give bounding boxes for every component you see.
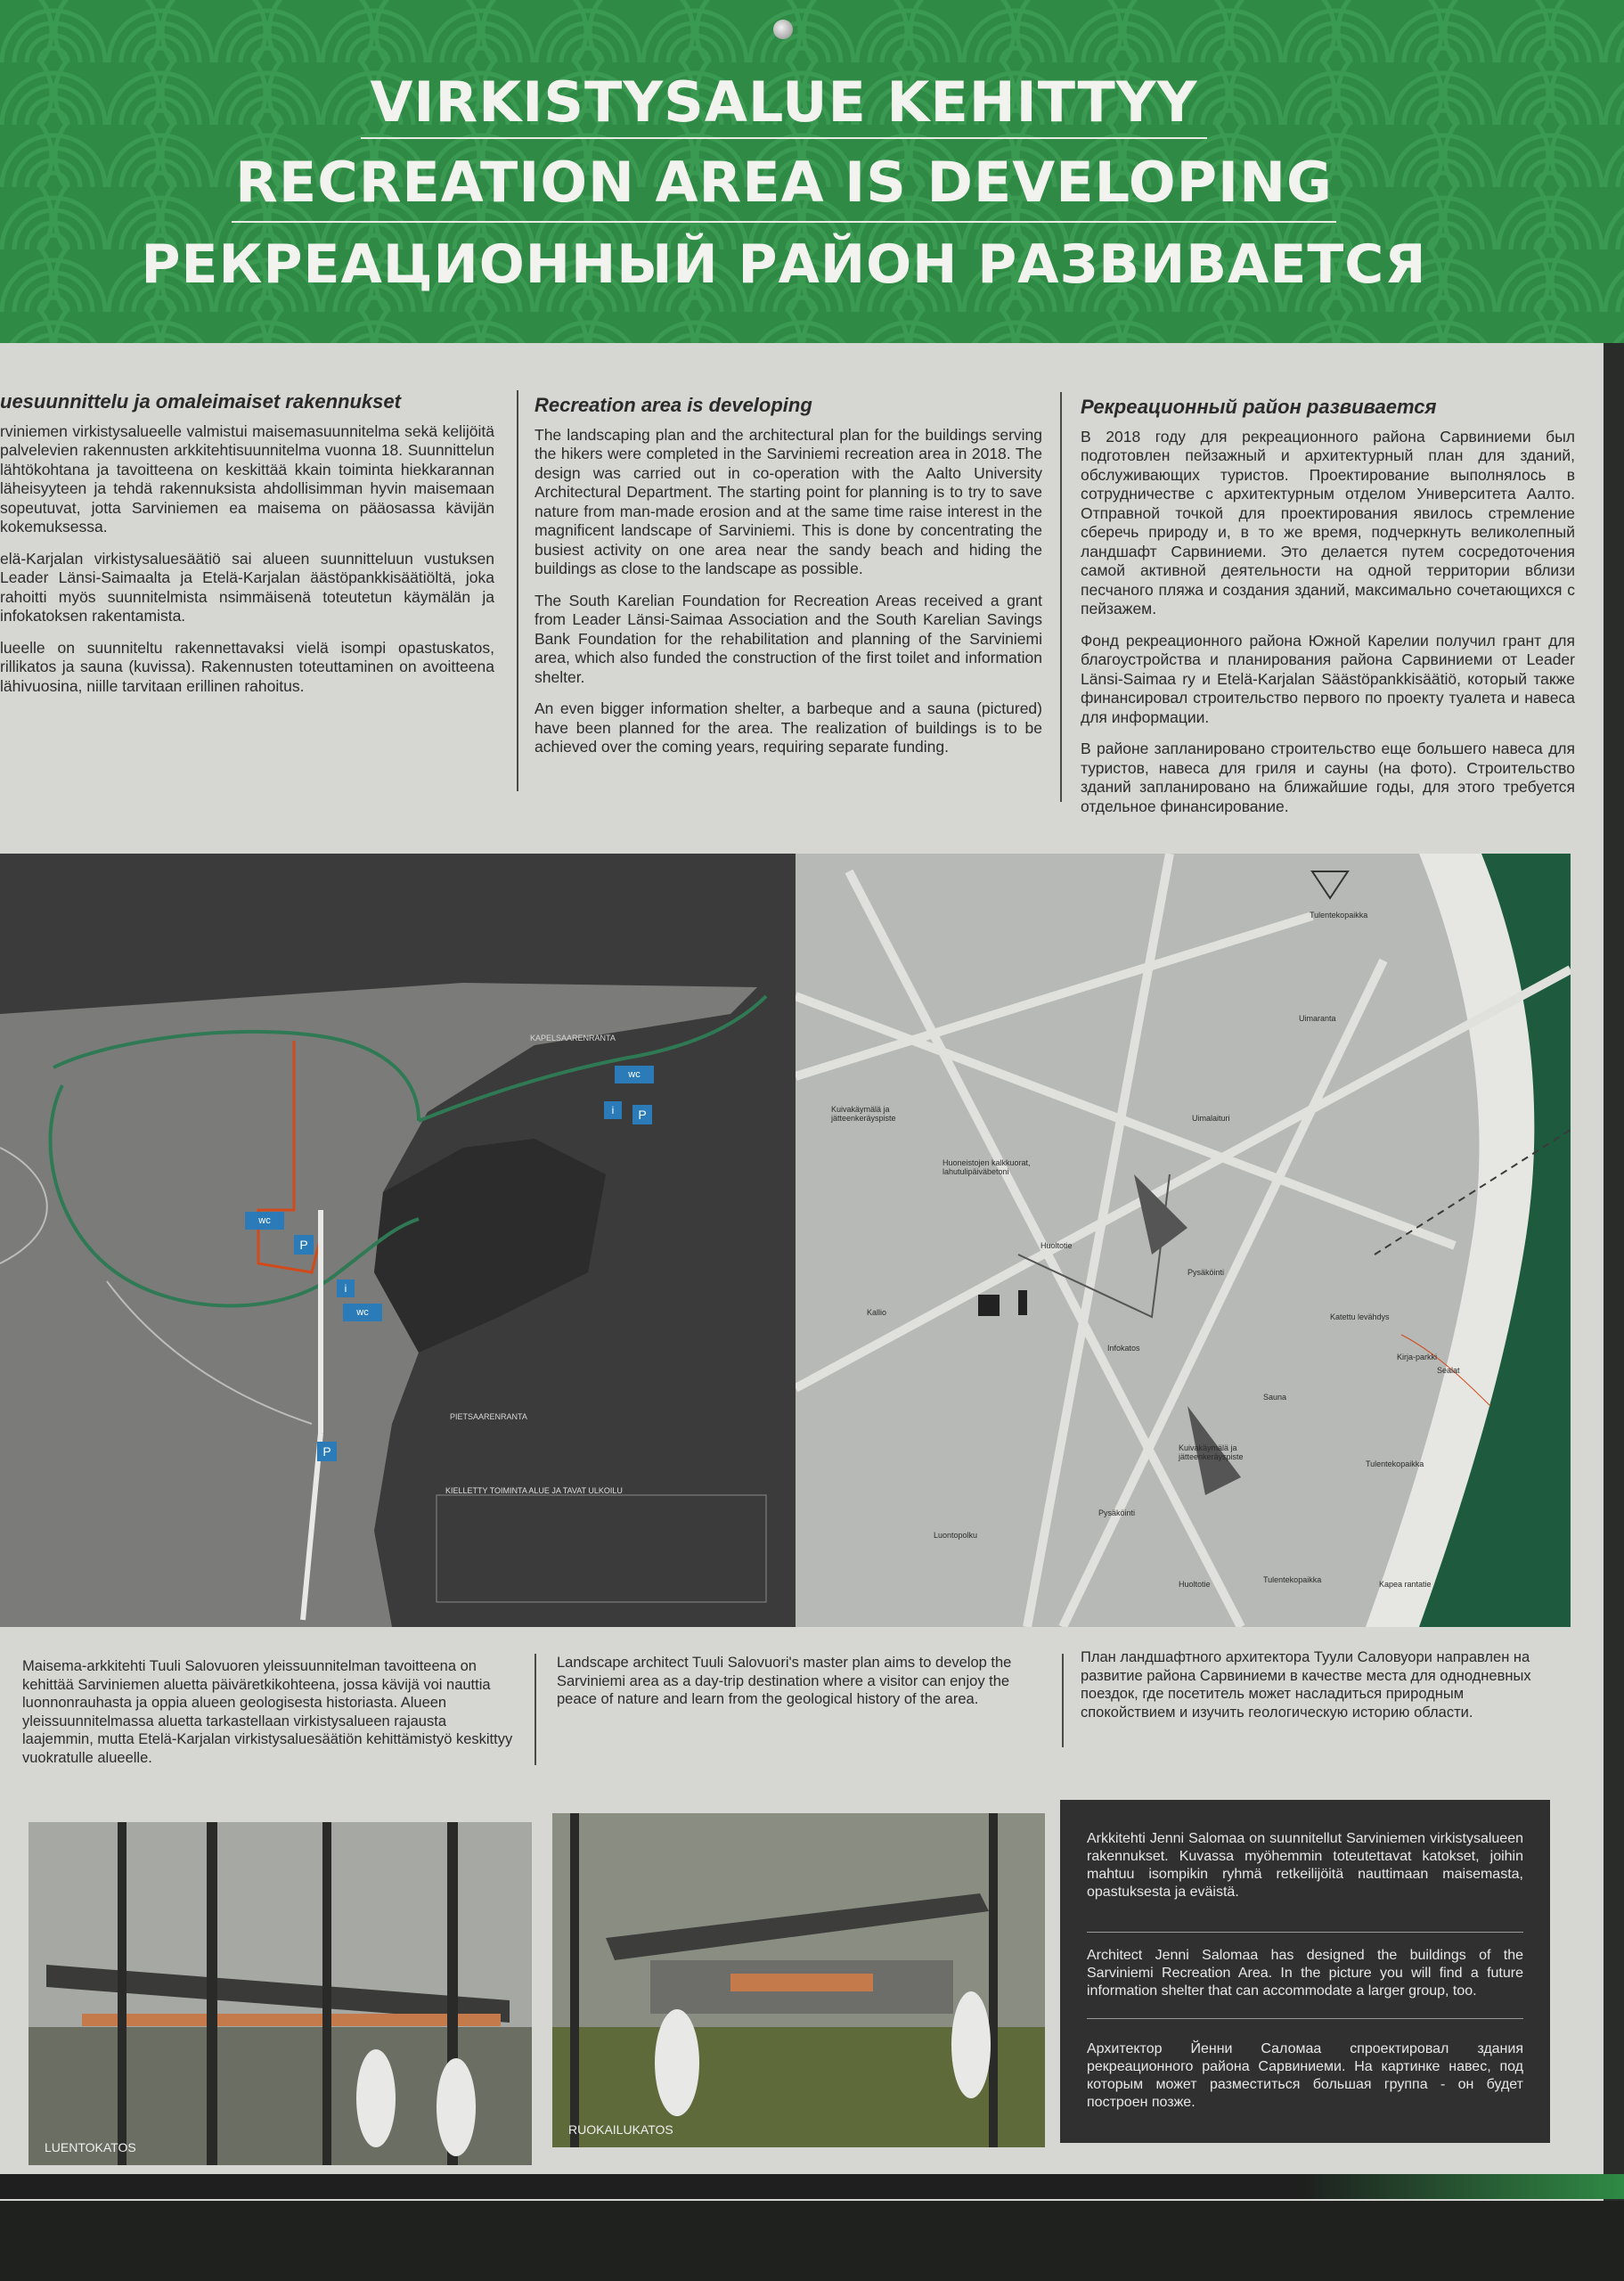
detail-map-label: Kapea rantatie: [1379, 1580, 1432, 1589]
column-finnish-heading: uesuunnittelu ja omaleimaiset rakennukset: [0, 390, 401, 413]
parking-icon: P: [317, 1442, 337, 1461]
detail-map-label: Tulentekopaikka: [1366, 1459, 1424, 1468]
column-english-p1: The landscaping plan and the architectural plan for the buildings serving the hikers were completed in the Sarviniemi recreation area in 2018. The design was carried out in co-operation with the Aalto University Architectural Department. The starting point for planning is to try to save nature from man-made erosion and at the same time raise interest in the magnificent landscape of Sarviniemi. This is done by concentrating the busiest activity on one area near the sandy beach and hiding the buildings as close to the landscape as possible.: [535, 425, 1042, 577]
info-box-russian: Архитектор Йенни Саломаа спроектировал здания рекреационного района Сарвиниеми. На картинке навес, под которым может разместиться большая группа - он будет построен позже.: [1087, 2041, 1523, 2110]
detail-map-label: Uimaranta: [1299, 1014, 1336, 1023]
column-divider-2: [1060, 392, 1062, 802]
detail-map-label: Uimalaituri: [1192, 1114, 1230, 1123]
parking-icon: P: [294, 1235, 314, 1255]
dining-shelter-rendering: [552, 1813, 1045, 2147]
map-label-bottom-shore: PIETSAARENRANTA: [450, 1412, 527, 1421]
detail-map-label: Infokatos: [1107, 1344, 1140, 1353]
detail-map-label: Huoneistojen kalkkuorat, lahutulipäiväbetoni: [943, 1158, 1031, 1176]
parking-icon: P: [632, 1105, 652, 1124]
caption-russian: План ландшафтного архитектора Туули Саловуори направлен на развитие района Сарвиниеми в качестве места для однодневных поездок, где посетитель может насладиться природным спокойствием и изучить геологическую историю области.: [1081, 1649, 1531, 1721]
detail-map-drawing: [796, 854, 1571, 1627]
detail-map-label: Huoltotie: [1179, 1580, 1211, 1589]
lecture-shelter-rendering: [29, 1822, 532, 2165]
detail-map: [796, 854, 1571, 1627]
caption-divider-2: [1062, 1654, 1064, 1747]
title-banner: [0, 0, 1624, 343]
column-english: [535, 396, 1042, 770]
dining-shelter-label: RUOKAILUKATOS: [568, 2122, 673, 2137]
wc-icon: wc: [343, 1304, 382, 1321]
title-russian: РЕКРЕАЦИОННЫЙ РАЙОН РАЗВИВАЕТСЯ: [141, 233, 1427, 296]
detail-map-label: Pysäköinti: [1098, 1508, 1136, 1517]
title-rule-1: [361, 137, 1207, 139]
screw-top: [773, 20, 793, 39]
detail-map-label: Katettu levähdys: [1330, 1312, 1390, 1321]
overview-map-drawing: [0, 854, 796, 1627]
detail-map-label: Kuivakäymälä ja jätteenkeräyspiste: [831, 1105, 896, 1123]
detail-map-label: Pysäköinti: [1187, 1268, 1225, 1277]
lecture-shelter-label: LUENTOKATOS: [45, 2140, 136, 2154]
info-icon: i: [604, 1101, 622, 1119]
column-english-p2: The South Karelian Foundation for Recreation Areas received a grant from Leader Länsi-Saimaa Association and the South Karelian Savings Bank Foundation for the rehabilitation and planning of the Sarviniemi area, which also funded the construction of the first toilet and information shelter.: [535, 591, 1042, 686]
architect-info-box: [1060, 1800, 1550, 2143]
dining-shelter-drawing: [552, 1813, 1045, 2147]
caption-finnish: Maisema-arkkitehti Tuuli Salovuoren yleissuunnitelman tavoitteena on kehittää Sarviniemen aluetta päiväretkikohteena, jossa kävijä voi nauttia luonnonrauhasta ja oppia alueen geologisesta historiasta. Alueen yleissuunnitelmassa aluetta tarkastellaan virkistysalueen rajausta laajemmin, mutta Etelä-Karjalan virkistysaluesäätiön kehittämistyö keskittyy vuokratulle alueelle.: [22, 1658, 513, 1766]
detail-map-label: Luontopolku: [934, 1531, 978, 1540]
wc-icon: wc: [615, 1066, 654, 1083]
detail-map-label: Kuivakäymälä ja jätteenkeräyspiste: [1179, 1443, 1244, 1461]
detail-map-label: Kirja-parkki: [1397, 1353, 1438, 1361]
detail-map-label: Tulentekopaikka: [1263, 1575, 1322, 1584]
column-finnish-p3: lueelle on suunniteltu rakennettavaksi vielä isompi opastuskatos, rillikatos ja sauna (kuvissa). Rakennusten toteuttaminen on avoitteena lähivuosina, niille tarvitaan erillinen rahoitus.: [0, 638, 494, 695]
overview-map: [0, 854, 796, 1627]
detail-map-label: Sealat: [1437, 1366, 1460, 1375]
caption-english: Landscape architect Tuuli Salovuori's master plan aims to develop the Sarviniemi area as a day-trip destination where a visitor can enjoy the peace of nature and learn from the geological history of the area.: [557, 1655, 1012, 1707]
info-box-english: Architect Jenni Salomaa has designed the buildings of the Sarviniemi Recreation Area. In the picture you will find a future information shelter that can accommodate a larger group, too.: [1087, 1948, 1523, 1999]
detail-map-label: Tulentekopaikka: [1310, 911, 1368, 920]
column-russian-p2: Фонд рекреационного района Южной Карелии получил грант для благоустройства и планирования района Сарвиниеми от Leader Länsi-Saimaa ry и Etelä-Karjalan Säästöpankkisäätiö, который также финансировал строительство первого по проекту туалета и навеса для информации.: [1081, 631, 1575, 726]
detail-map-label: Kallio: [867, 1308, 887, 1317]
column-finnish-p1: rviniemen virkistysalueelle valmistui maisemasuunnitelma sekä kelijöitä palvelevien rakennusten arkkitehtisuunnitelma vuonna 18. Suunnittelun lähtökohtana ja tavoitteena on keskittää kkain toiminta hiekkarannan läheisyyteen ja tehdä rakennuksista ahdollisimman hyvin maisemaan sopeutuvat, jotta Sarviniemen ea maisema on pääosassa kävijän kokemuksessa.: [0, 421, 494, 536]
column-russian-p3: В районе запланировано строительство еще большего навеса для туристов, навеса для гриля и сауны (на фото). Строительство зданий запланировано на ближайшие годы, для этого требуется отдельное финансирование.: [1081, 740, 1575, 815]
bottom-stripe: [0, 2174, 1624, 2199]
info-box-finnish: Arkkitehti Jenni Salomaa on suunnitellut Sarviniemen virkistysalueen rakennukset. Kuvassa myöhemmin toteutettavat katokset, joihin mahtuu isompikin ryhmä retkeilijöitä nauttimaan maisemasta, opastuksesta ja eväistä.: [1087, 1831, 1523, 1900]
title-finnish: VIRKISTYSALUE KEHITTYY: [370, 69, 1198, 135]
column-russian-heading: Рекреационный район развивается: [1081, 396, 1437, 418]
column-finnish: [0, 392, 494, 708]
map-label-top-shore: KAPELSAARENRANTA: [530, 1034, 616, 1042]
column-english-p3: An even bigger information shelter, a barbeque and a sauna (pictured) have been planned for the area. The realization of buildings is to be achieved over the coming years, requiring separate funding.: [535, 699, 1042, 756]
column-english-heading: Recreation area is developing: [535, 394, 812, 416]
info-box-separator-1: [1087, 1932, 1523, 1933]
info-icon: i: [337, 1279, 355, 1297]
map-legend-title: KIELLETTY TOIMINTA ALUE JA TAVAT ULKOILU: [445, 1486, 623, 1495]
title-rule-2: [232, 221, 1336, 223]
column-russian-p1: В 2018 году для рекреационного района Сарвиниеми был подготовлен пейзажный и архитектурный план для зданий, обслуживающих туристов. Проектирование выполнялось в сотрудничестве с архитектурным отделом Университета Аалто. Отправной точкой для проектирования явилось стремление сберечь природу и, в то же время, подчеркнуть великолепный ландшафт Сарвиниеми. Это делается путем сосредоточения самой активной деятельности на одной территории вблизи песчаного пляжа и создания зданий, максимально сочетающихся с пейзажем.: [1081, 427, 1575, 617]
wc-icon: wc: [245, 1212, 284, 1230]
column-russian: [1081, 397, 1575, 829]
detail-map-label: Huoltotie: [1041, 1241, 1073, 1250]
detail-map-label: Sauna: [1263, 1393, 1287, 1402]
bottom-frame: [0, 2201, 1624, 2281]
column-finnish-p2: elä-Karjalan virkistysaluesäätiö sai alueen suunnitteluun vustuksen Leader Länsi-Saimaalta ja Etelä-Karjalan äästöpankkisäätiöltä, joka rahoitti myös suunnitelmista nsimmäisenä toteutetun käymälän ja infokatoksen rakentamista.: [0, 549, 494, 625]
caption-divider-1: [535, 1654, 536, 1765]
info-box-separator-2: [1087, 2018, 1523, 2019]
lecture-shelter-drawing: [29, 1822, 532, 2165]
column-divider-1: [517, 390, 518, 791]
title-english: RECREATION AREA IS DEVELOPING: [235, 150, 1333, 215]
